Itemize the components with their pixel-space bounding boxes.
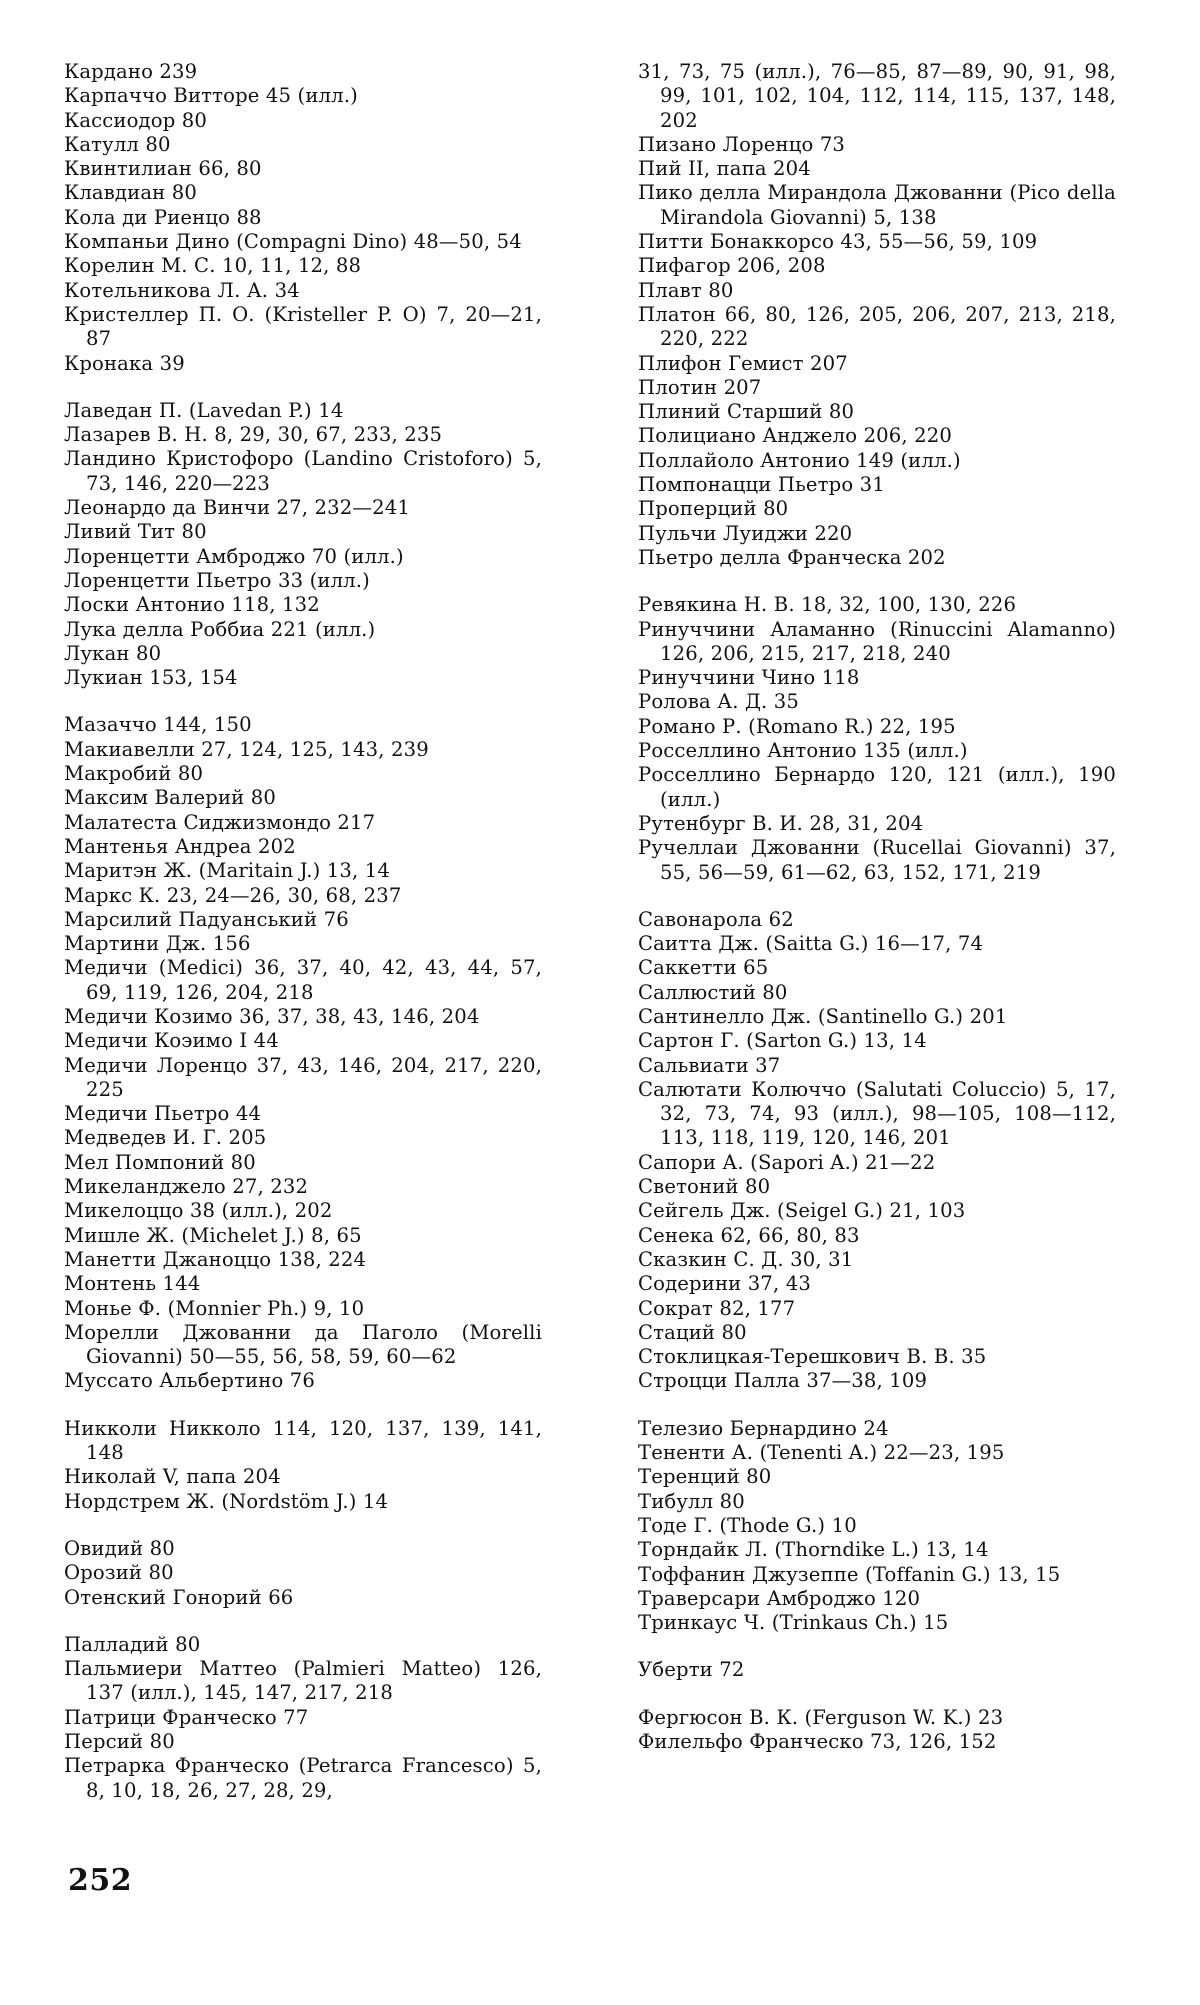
index-entry: Кола ди Риенцо 88 — [64, 205, 262, 229]
index-letter-group — [638, 593, 1116, 885]
index-entry: Ландино Кристофоро (Landino Cristoforo) 5, 73, 146, 220—223 — [64, 447, 542, 495]
index-entry: Марсилий Падуанський 76 — [64, 907, 349, 931]
index-entry: Платон 66, 80, 126, 205, 206, 207, 213, 218, 220, 222 — [638, 302, 1116, 351]
index-entry: Траверсари Амброджо 120 — [638, 1586, 921, 1610]
index-entry: Росселлино Бернардо 120, 121 (илл.), 190 (илл.) — [638, 763, 1116, 811]
index-entry: Питти Бонаккорсо 43, 55—56, 59, 109 — [638, 230, 1038, 254]
index-entry: Ринуччини Аламанно (Rinuccini Alamanno) 126, 206, 215, 217, 218, 240 — [638, 617, 1116, 665]
index-entry: Пифагор 206, 208 — [638, 254, 826, 278]
index-entry: Плавт 80 — [638, 278, 734, 302]
index-entry: Плиний Старший 80 — [638, 400, 855, 424]
index-entry: Содерини 37, 43 — [638, 1272, 811, 1296]
index-entry: Романо Р. (Romano R.) 22, 195 — [638, 714, 956, 738]
index-entry: Монтень 144 — [64, 1272, 201, 1296]
index-entry: Никколи Никколо 114, 120, 137, 139, 141, 148 — [64, 1416, 542, 1465]
index-entry: Савонарола 62 — [638, 907, 794, 931]
index-entry: Ринуччини Чино 118 — [638, 666, 860, 690]
index-entry: Медичи Пьетро 44 — [64, 1102, 262, 1126]
index-letter-group — [64, 1417, 542, 1514]
index-entry: Муссато Альбертино 76 — [64, 1369, 316, 1393]
index-entry: Макиавелли 27, 124, 125, 143, 239 — [64, 737, 429, 761]
index-entry: Пьетро делла Франческа 202 — [638, 545, 946, 569]
index-entry: Мел Помпоний 80 — [64, 1150, 256, 1174]
index-letter-group — [638, 1706, 1116, 1755]
index-letter-group — [638, 60, 1116, 570]
index-entry: Кардано 239 — [64, 60, 198, 83]
index-column-right — [638, 60, 1116, 1777]
index-letter-group — [64, 399, 542, 691]
index-entry: Корелин М. С. 10, 11, 12, 88 — [64, 254, 362, 278]
index-entry: Сантинелло Дж. (Santinello G.) 201 — [638, 1004, 1008, 1028]
index-entry: Сенека 62, 66, 80, 83 — [638, 1223, 860, 1247]
index-entry: Пульчи Луиджи 220 — [638, 521, 853, 545]
index-entry: Микеланджело 27, 232 — [64, 1175, 309, 1199]
index-letter-group — [64, 713, 542, 1393]
index-entry: Саитта Дж. (Saitta G.) 16—17, 74 — [638, 932, 984, 956]
index-entry: Пий II, папа 204 — [638, 157, 811, 181]
index-entry: Лоренцетти Амброджо 70 (илл.) — [64, 544, 404, 568]
index-entry: Мишле Ж. (Michelet J.) 8, 65 — [64, 1223, 362, 1247]
index-entry: Сальвиати 37 — [638, 1053, 781, 1077]
index-entry: Пальмиери Маттео (Palmieri Matteo) 126, 137 (илл.), 145, 147, 217, 218 — [64, 1657, 542, 1705]
index-entry: Манетти Джаноццо 138, 224 — [64, 1247, 367, 1271]
index-entry: Саллюстий 80 — [638, 980, 788, 1004]
index-entry: Проперций 80 — [638, 497, 789, 521]
index-entry: Отенский Гонорий 66 — [64, 1585, 294, 1609]
index-entry: Мантенья Андреа 202 — [64, 834, 296, 858]
index-entry: Лоски Антонио 118, 132 — [64, 593, 320, 617]
index-entry: Ливий Тит 80 — [64, 520, 207, 544]
index-entry: Квинтилиан 66, 80 — [64, 157, 262, 181]
index-entry: Овидий 80 — [64, 1536, 175, 1560]
index-entry: Медичи (Medici) 36, 37, 40, 42, 43, 44, 57, 69, 119, 126, 204, 218 — [64, 956, 542, 1004]
index-entry: Филельфо Франческо 73, 126, 152 — [638, 1730, 997, 1753]
index-entry: Тринкаус Ч. (Trinkaus Ch.) 15 — [638, 1611, 949, 1635]
index-entry: Рутенбург В. И. 28, 31, 204 — [638, 811, 924, 835]
index-entry: Нордстрем Ж. (Nordstöm J.) 14 — [64, 1489, 389, 1513]
index-entry: Ревякина Н. В. 18, 32, 100, 130, 226 — [638, 593, 1017, 617]
index-entry: Макробий 80 — [64, 762, 204, 786]
index-entry: Карпаччо Витторе 45 (илл.) — [64, 84, 358, 108]
index-entry: Лукан 80 — [64, 641, 162, 665]
index-entry: Лазарев В. Н. 8, 29, 30, 67, 233, 235 — [64, 423, 443, 447]
index-entry: Леонардо да Винчи 27, 232—241 — [64, 496, 410, 520]
index-entry: Стаций 80 — [638, 1320, 747, 1344]
index-letter-group — [638, 908, 1116, 1394]
index-entry: Маритэн Ж. (Maritain J.) 13, 14 — [64, 859, 391, 883]
index-entry: Орозий 80 — [64, 1561, 174, 1585]
index-letter-group — [64, 1537, 542, 1610]
index-entry: Фергюсон В. К. (Ferguson W. K.) 23 — [638, 1705, 1004, 1729]
index-entry: Маркс К. 23, 24—26, 30, 68, 237 — [64, 883, 402, 907]
index-entry: Мартини Дж. 156 — [64, 932, 251, 956]
index-column-left — [64, 60, 542, 1826]
index-entry: Сократ 82, 177 — [638, 1296, 796, 1320]
index-entry: Тоде Г. (Thode G.) 10 — [638, 1513, 857, 1537]
index-letter-group — [64, 1633, 542, 1803]
index-entry: Саккетти 65 — [638, 956, 769, 980]
index-entry: Лука делла Роббиа 221 (илл.) — [64, 617, 376, 641]
index-entry: Петрарка Франческо (Petrarca Francesco) 5, 8, 10, 18, 26, 27, 28, 29, — [64, 1754, 542, 1802]
index-entry: Клавдиан 80 — [64, 181, 197, 205]
index-entry: Сапори А. (Sapori A.) 21—22 — [638, 1150, 936, 1174]
index-entry: Лоренцетти Пьетро 33 (илл.) — [64, 568, 370, 592]
index-entry: Сартон Г. (Sarton G.) 13, 14 — [638, 1029, 927, 1053]
page-number: 252 — [68, 1863, 133, 1898]
index-entry: Уберти 72 — [638, 1658, 745, 1682]
index-entry: Теренций 80 — [638, 1465, 772, 1489]
index-entry: Поллайоло Антонио 149 (илл.) — [638, 448, 961, 472]
index-entry: Николай V, папа 204 — [64, 1465, 281, 1489]
index-entry: Микелоццо 38 (илл.), 202 — [64, 1199, 333, 1223]
index-entry: Патрици Франческо 77 — [64, 1705, 309, 1729]
index-entry: Морелли Джованни да Паголо (Morelli Giovanni) 50—55, 56, 58, 59, 60—62 — [64, 1320, 542, 1369]
index-entry: Плотин 207 — [638, 375, 762, 399]
index-entry: Ролова А. Д. 35 — [638, 690, 800, 714]
index-entry: Малатеста Сиджизмондо 217 — [64, 810, 376, 834]
index-entry: Плифон Гемист 207 — [638, 351, 848, 375]
index-entry: 31, 73, 75 (илл.), 76—85, 87—89, 90, 91, 98, 99, 101, 102, 104, 112, 114, 115, 137, 148, 202 — [638, 60, 1116, 132]
index-entry: Стоклицкая-Терешкович В. В. 35 — [638, 1345, 987, 1369]
index-entry: Помпонацци Пьетро 31 — [638, 473, 885, 497]
index-entry: Росселлино Антонио 135 (илл.) — [638, 739, 968, 763]
index-letter-group — [638, 1417, 1116, 1636]
index-entry: Тибулл 80 — [638, 1489, 745, 1513]
index-entry: Кассиодор 80 — [64, 108, 208, 132]
index-entry: Катулл 80 — [64, 132, 171, 156]
index-entry: Палладий 80 — [64, 1632, 201, 1656]
index-letter-group — [64, 60, 542, 376]
index-entry: Ручеллаи Джованни (Rucellai Giovanni) 37, 55, 56—59, 61—62, 63, 152, 171, 219 — [638, 836, 1116, 884]
index-entry: Медичи Лоренцо 37, 43, 146, 204, 217, 220, 225 — [64, 1053, 542, 1101]
index-entry: Лаведан П. (Lavedan P.) 14 — [64, 398, 344, 422]
index-entry: Максим Валерий 80 — [64, 786, 276, 810]
index-entry: Тененти А. (Tenenti A.) 22—23, 195 — [638, 1441, 1005, 1465]
index-entry: Компаньи Дино (Compagni Dino) 48—50, 54 — [64, 230, 522, 254]
index-entry: Кронака 39 — [64, 351, 185, 375]
index-entry: Лукиан 153, 154 — [64, 666, 238, 690]
index-entry: Персий 80 — [64, 1730, 175, 1753]
index-entry: Мазаччо 144, 150 — [64, 713, 252, 737]
index-entry: Сейгель Дж. (Seigel G.) 21, 103 — [638, 1199, 966, 1223]
index-entry: Полициано Анджело 206, 220 — [638, 424, 953, 448]
index-entry: Кристеллер П. О. (Kristeller P. O) 7, 20—21, 87 — [64, 302, 542, 351]
index-entry: Пико делла Мирандола Джованни (Pico della Mirandola Giovanni) 5, 138 — [638, 181, 1116, 229]
index-entry: Пизано Лоренцо 73 — [638, 132, 846, 156]
index-entry: Торндайк Л. (Thorndike L.) 13, 14 — [638, 1538, 989, 1562]
index-entry: Сказкин С. Д. 30, 31 — [638, 1247, 854, 1271]
index-entry: Телезио Бернардино 24 — [638, 1416, 889, 1440]
index-entry: Котельникова Л. А. 34 — [64, 278, 300, 302]
index-entry: Медичи Коэимо I 44 — [64, 1029, 279, 1053]
index-entry: Салютати Колюччо (Salutati Coluccio) 5, 17, 32, 73, 74, 93 (илл.), 98—105, 108—112, 113, 118, 119, 120, 146, 201 — [638, 1077, 1116, 1150]
index-entry: Медведев И. Г. 205 — [64, 1126, 267, 1150]
index-entry: Светоний 80 — [638, 1175, 771, 1199]
index-letter-group — [638, 1658, 1116, 1682]
index-entry: Тоффанин Джузеппе (Toffanin G.) 13, 15 — [638, 1562, 1061, 1586]
index-entry: Монье Ф. (Monnier Ph.) 9, 10 — [64, 1296, 365, 1320]
index-entry: Медичи Козимо 36, 37, 38, 43, 146, 204 — [64, 1004, 480, 1028]
index-entry: Строцци Палла 37—38, 109 — [638, 1369, 928, 1393]
